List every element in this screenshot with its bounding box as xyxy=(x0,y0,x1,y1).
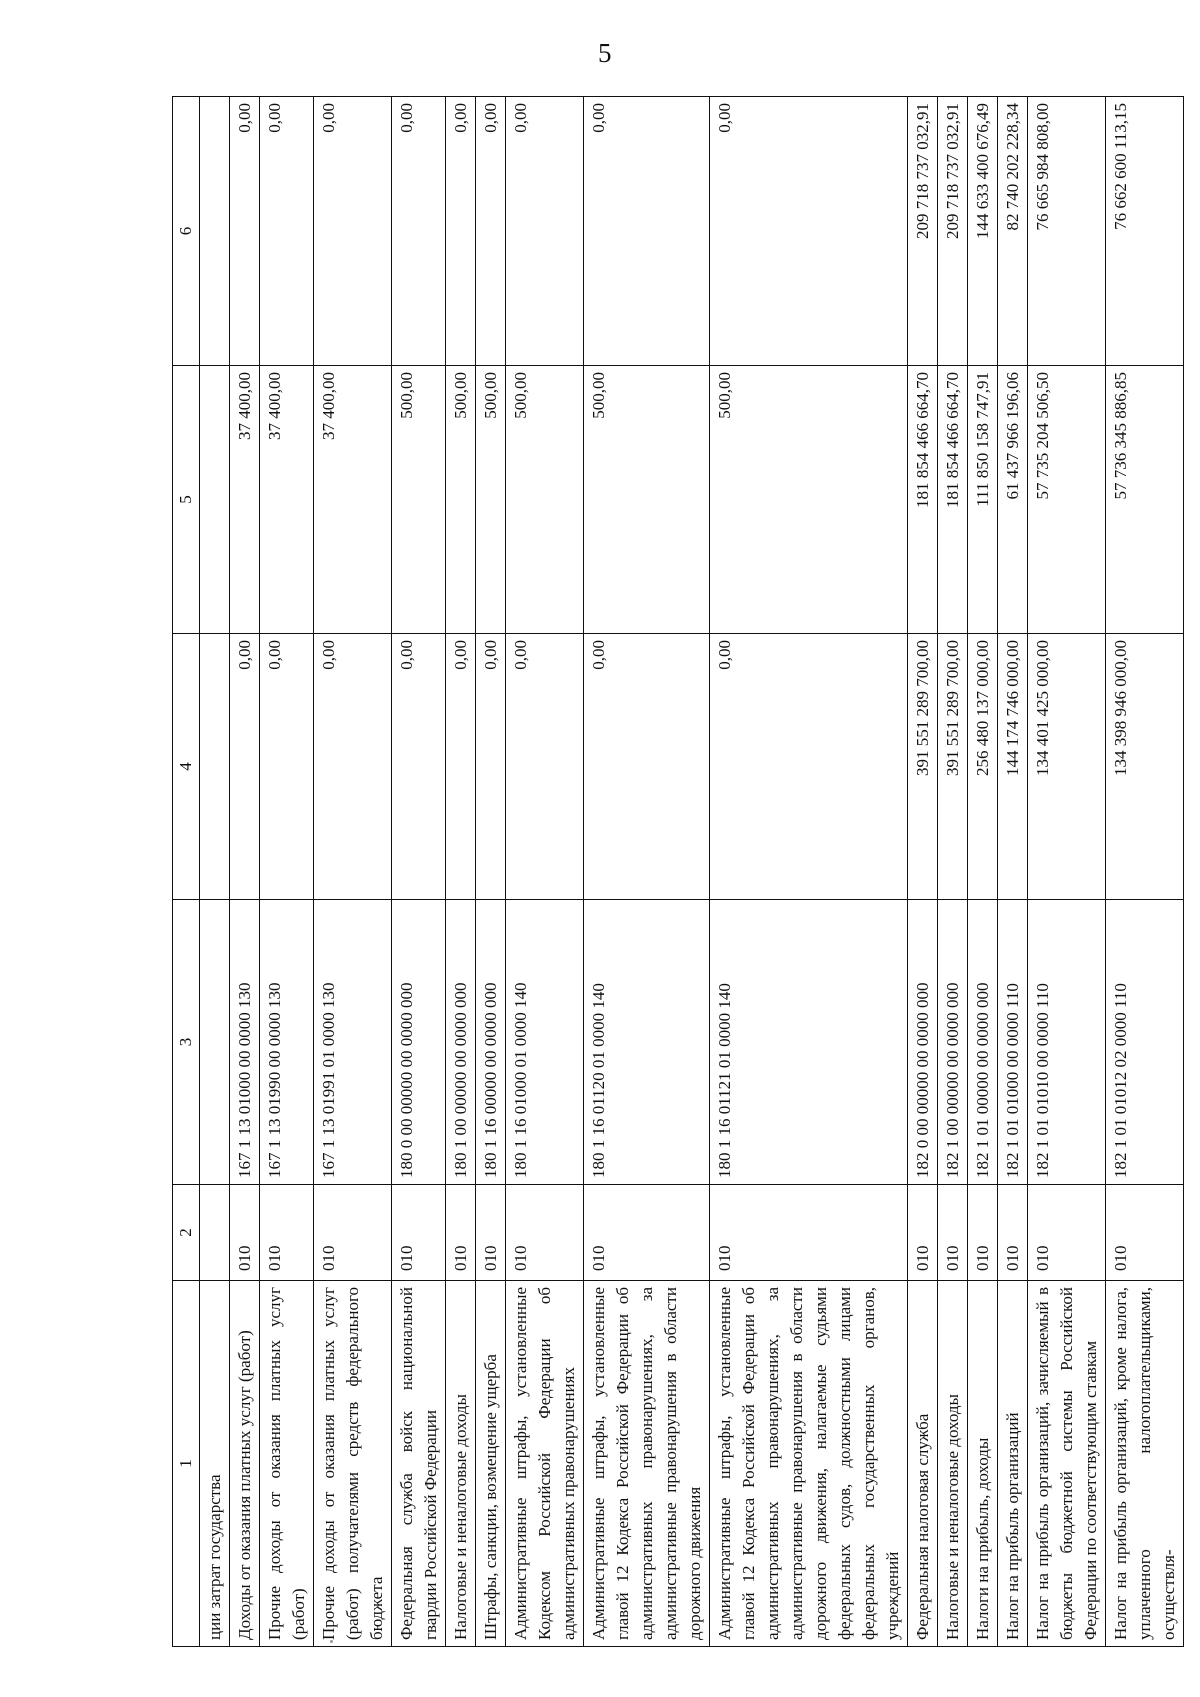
row-col5: 181 854 466 664,70 xyxy=(938,366,968,634)
row-col5 xyxy=(200,366,230,634)
row-kbk: 182 1 01 00000 00 0000 000 xyxy=(968,900,998,1185)
row-col4: 134 401 425 000,00 xyxy=(1028,634,1106,900)
row-col4: 391 551 289 700,00 xyxy=(908,634,938,900)
row-kbk: 180 1 16 01000 01 0000 140 xyxy=(506,900,584,1185)
row-col4: 0,00 xyxy=(392,634,446,900)
row-col5: 111 850 158 747,91 xyxy=(968,366,998,634)
table-row xyxy=(506,97,584,1647)
row-code: 010 xyxy=(446,1185,476,1281)
table-row xyxy=(710,97,908,1647)
row-name: Налог на прибыль организаций, кроме налога, уплаченного налогоплательщиками, осуществля- xyxy=(1106,1281,1184,1647)
row-code: 010 xyxy=(392,1185,446,1281)
row-code: 010 xyxy=(968,1185,998,1281)
row-kbk: 180 1 16 00000 00 0000 000 xyxy=(476,900,506,1185)
row-col5: 500,00 xyxy=(446,366,476,634)
row-col4: 391 551 289 700,00 xyxy=(938,634,968,900)
row-col6: 0,00 xyxy=(260,97,314,366)
row-col5: 57 736 345 886,85 xyxy=(1106,366,1184,634)
row-col4: 0,00 xyxy=(260,634,314,900)
row-code: 010 xyxy=(260,1185,314,1281)
row-name: Федеральная налоговая служба xyxy=(908,1281,938,1647)
row-name: Налог на прибыль организаций, зачисляемый в бюджеты бюджетной системы Российской Федерации по соответствующим ставкам xyxy=(1028,1281,1106,1647)
row-col4: 0,00 xyxy=(446,634,476,900)
row-col6 xyxy=(200,97,230,366)
row-col6: 0,00 xyxy=(584,97,710,366)
row-code: 010 xyxy=(710,1185,908,1281)
row-kbk: 167 1 13 01000 00 0000 130 xyxy=(230,900,260,1185)
row-name: Налоговые и неналоговые доходы xyxy=(446,1281,476,1647)
table-row xyxy=(938,97,968,1647)
row-kbk: 182 1 01 01012 02 0000 110 xyxy=(1106,900,1184,1185)
row-code: 010 xyxy=(1106,1185,1184,1281)
row-code: 010 xyxy=(938,1185,968,1281)
row-col6: 144 633 400 676,49 xyxy=(968,97,998,366)
row-col5: 500,00 xyxy=(710,366,908,634)
revenue-table xyxy=(172,96,1184,1647)
row-col5: 57 735 204 506,50 xyxy=(1028,366,1106,634)
row-col6: 76 665 984 808,00 xyxy=(1028,97,1106,366)
row-col4: 0,00 xyxy=(476,634,506,900)
rotated-table-container xyxy=(172,97,1178,1647)
page-number: 5 xyxy=(598,38,612,68)
row-name: Административные штрафы, установленные главой 12 Кодекса Российской Федерации об административных правонарушениях, за административные правонарушения в области дорожного движения xyxy=(584,1281,710,1647)
row-kbk: 182 0 00 00000 00 0000 000 xyxy=(908,900,938,1185)
table-row xyxy=(392,97,446,1647)
row-col5: 500,00 xyxy=(506,366,584,634)
header-col-6: 6 xyxy=(173,97,200,366)
table-row xyxy=(908,97,938,1647)
row-col6: 209 718 737 032,91 xyxy=(908,97,938,366)
scan-speck xyxy=(330,1640,333,1643)
header-col-2: 2 xyxy=(173,1185,200,1281)
row-col5: 500,00 xyxy=(476,366,506,634)
row-col6: 0,00 xyxy=(392,97,446,366)
row-col4: 0,00 xyxy=(710,634,908,900)
row-kbk: 180 1 16 01120 01 0000 140 xyxy=(584,900,710,1185)
row-name: Прочие доходы от оказания платных услуг (работ) получателями средств федерального бюджета xyxy=(314,1281,392,1647)
table-row xyxy=(446,97,476,1647)
table-row xyxy=(1028,97,1106,1647)
row-col4: 0,00 xyxy=(314,634,392,900)
row-code: 010 xyxy=(584,1185,710,1281)
row-col6: 0,00 xyxy=(446,97,476,366)
row-name: Административные штрафы, установленные Кодексом Российской Федерации об административных правонарушениях xyxy=(506,1281,584,1647)
header-col-5: 5 xyxy=(173,366,200,634)
row-col5: 37 400,00 xyxy=(314,366,392,634)
table-row xyxy=(1106,97,1184,1647)
row-col4: 0,00 xyxy=(230,634,260,900)
header-col-4: 4 xyxy=(173,634,200,900)
row-col5: 61 437 966 196,06 xyxy=(998,366,1028,634)
row-kbk xyxy=(200,900,230,1185)
row-kbk: 182 1 01 01000 00 0000 110 xyxy=(998,900,1028,1185)
header-col-1: 1 xyxy=(173,1281,200,1647)
table-row xyxy=(230,97,260,1647)
row-name: Штрафы, санкции, возмещение ущерба xyxy=(476,1281,506,1647)
header-col-3: 3 xyxy=(173,900,200,1185)
row-kbk: 182 1 00 00000 00 0000 000 xyxy=(938,900,968,1185)
row-kbk: 180 1 00 00000 00 0000 000 xyxy=(446,900,476,1185)
table-row xyxy=(200,97,230,1647)
row-code: 010 xyxy=(1028,1185,1106,1281)
row-code xyxy=(200,1185,230,1281)
row-col4 xyxy=(200,634,230,900)
row-col6: 0,00 xyxy=(314,97,392,366)
row-name: Федеральная служба войск национальной гвардии Российской Федерации xyxy=(392,1281,446,1647)
table-row xyxy=(968,97,998,1647)
table-row xyxy=(260,97,314,1647)
row-kbk: 180 0 00 00000 00 0000 000 xyxy=(392,900,446,1185)
row-name: Доходы от оказания платных услуг (работ) xyxy=(230,1281,260,1647)
row-col6: 0,00 xyxy=(710,97,908,366)
row-col6: 0,00 xyxy=(506,97,584,366)
row-col6: 82 740 202 228,34 xyxy=(998,97,1028,366)
row-col4: 0,00 xyxy=(506,634,584,900)
row-col4: 134 398 946 000,00 xyxy=(1106,634,1184,900)
row-name: ции затрат государства xyxy=(200,1281,230,1647)
row-name: Административные штрафы, установленные главой 12 Кодекса Российской Федерации об административных правонарушениях, за административные правонарушения в области дорожного движения, налагаемые судьями федеральных судов, должностными лицами федеральных государственных органов, учреждений xyxy=(710,1281,908,1647)
row-code: 010 xyxy=(314,1185,392,1281)
header-row xyxy=(173,97,200,1647)
row-col6: 76 662 600 113,15 xyxy=(1106,97,1184,366)
row-name: Прочие доходы от оказания платных услуг (работ) xyxy=(260,1281,314,1647)
row-col6: 209 718 737 032,91 xyxy=(938,97,968,366)
table-row xyxy=(476,97,506,1647)
table-row xyxy=(584,97,710,1647)
row-kbk: 167 1 13 01990 00 0000 130 xyxy=(260,900,314,1185)
row-kbk: 180 1 16 01121 01 0000 140 xyxy=(710,900,908,1185)
table-row xyxy=(998,97,1028,1647)
row-name: Налог на прибыль организаций xyxy=(998,1281,1028,1647)
row-code: 010 xyxy=(476,1185,506,1281)
row-col6: 0,00 xyxy=(230,97,260,366)
row-name: Налоговые и неналоговые доходы xyxy=(938,1281,968,1647)
row-col5: 37 400,00 xyxy=(230,366,260,634)
table-row xyxy=(314,97,392,1647)
row-kbk: 182 1 01 01010 00 0000 110 xyxy=(1028,900,1106,1185)
row-col5: 500,00 xyxy=(584,366,710,634)
row-col4: 256 480 137 000,00 xyxy=(968,634,998,900)
row-name: Налоги на прибыль, доходы xyxy=(968,1281,998,1647)
row-col4: 0,00 xyxy=(584,634,710,900)
row-code: 010 xyxy=(230,1185,260,1281)
row-code: 010 xyxy=(506,1185,584,1281)
row-col4: 144 174 746 000,00 xyxy=(998,634,1028,900)
row-col5: 37 400,00 xyxy=(260,366,314,634)
row-col6: 0,00 xyxy=(476,97,506,366)
row-col5: 181 854 466 664,70 xyxy=(908,366,938,634)
row-col5: 500,00 xyxy=(392,366,446,634)
row-code: 010 xyxy=(998,1185,1028,1281)
row-kbk: 167 1 13 01991 01 0000 130 xyxy=(314,900,392,1185)
row-code: 010 xyxy=(908,1185,938,1281)
